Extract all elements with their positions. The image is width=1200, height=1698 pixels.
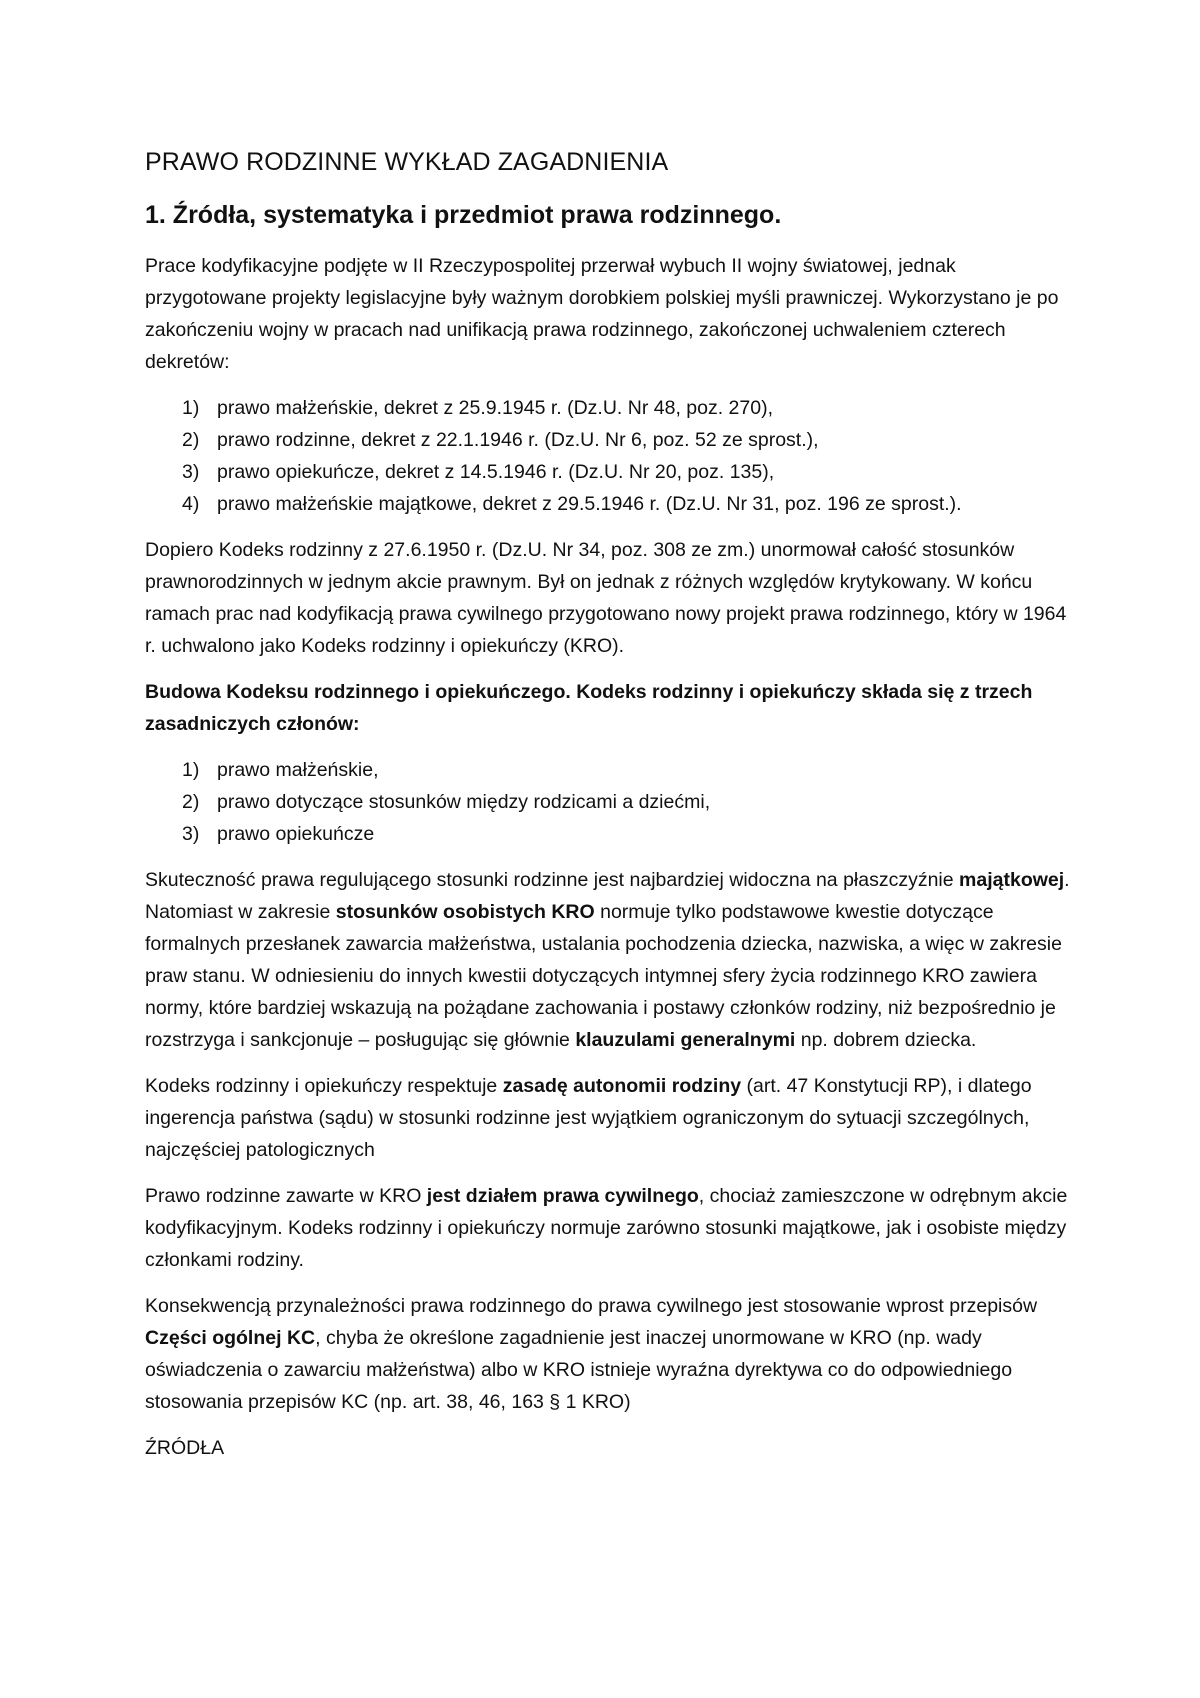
emphasis-text: zasadę autonomii rodziny xyxy=(502,1075,742,1097)
text-run: Skuteczność prawa regulującego stosunki rodzinne jest najbardziej widoczna na płaszczyźnie xyxy=(145,869,960,891)
text-run: normuje tylko podstawowe kwestie dotyczące formalnych przesłanek zawarcia małżeństwa, ustalania pochodzenia dziecka, nazwiska, a więc w zakresie praw stanu. W odniesieniu do innych kwestii dotyczących intymnej sfery życia rodzinnego KRO zawiera normy, które bardziej wskazują na pożądane zachowania i postawy członków rodziny, niż bezpośrednio je rozstrzyga i sankcjonuje – posługując się głównie xyxy=(145,901,1062,1051)
list-number: 3) xyxy=(182,823,200,845)
emphasis-text: Części ogólnej KC xyxy=(145,1327,316,1349)
list-text: prawo opiekuńcze xyxy=(217,823,375,845)
document-title: PRAWO RODZINNE WYKŁAD ZAGADNIENIA xyxy=(145,148,669,176)
paragraph-family-autonomy xyxy=(145,1070,1075,1166)
list-text: prawo rodzinne, dekret z 22.1.1946 r. (Dz.U. Nr 6, poz. 52 ze sprost.), xyxy=(217,429,819,451)
code-members-list xyxy=(145,754,1075,850)
list-item xyxy=(182,818,1075,850)
section-heading: 1. Źródła, systematyka i przedmiot prawa rodzinnego. xyxy=(145,201,782,229)
text-run: Kodeks rodzinny i opiekuńczy respektuje xyxy=(145,1075,503,1097)
text-run: . Natomiast w zakresie xyxy=(145,869,1070,923)
text-run: , chociaż zamieszczone w odrębnym akcie kodyfikacyjnym. Kodeks rodzinny i opiekuńczy normuje zarówno stosunki majątkowe, jak i osobiste między członkami rodziny. xyxy=(145,1185,1068,1271)
text-run: Konsekwencją przynależności prawa rodzinnego do prawa cywilnego jest stosowanie wprost przepisów xyxy=(145,1295,1038,1317)
text-run: , chyba że określone zagadnienie jest inaczej unormowane w KRO (np. wady oświadczenia o zawarciu małżeństwa) albo w KRO istnieje wyraźna dyrektywa co do odpowiedniego stosowania przepisów KC (np. art. 38, 46, 163 § 1 KRO) xyxy=(145,1327,1013,1413)
list-number: 1) xyxy=(182,397,200,419)
paragraph-effectiveness xyxy=(145,864,1075,1056)
list-text: prawo opiekuńcze, dekret z 14.5.1946 r. (Dz.U. Nr 20, poz. 135), xyxy=(217,461,775,483)
decrees-list xyxy=(145,392,1075,520)
paragraph-codification-history: Prace kodyfikacyjne podjęte w II Rzeczypospolitej przerwał wybuch II wojny światowej, jednak przygotowane projekty legislacyjne były ważnym dorobkiem polskiej myśli prawniczej. Wykorzystano je po zakończeniu wojny w pracach nad unifikacją prawa rodzinnego, zakończonej uchwaleniem czterech dekretów: xyxy=(145,255,1059,373)
list-number: 2) xyxy=(182,791,200,813)
emphasis-text: stosunków osobistych KRO xyxy=(335,901,595,923)
paragraph-civil-law-branch xyxy=(145,1180,1075,1276)
paragraph-civil-code-application xyxy=(145,1290,1075,1418)
paragraph-family-code-1950: Dopiero Kodeks rodzinny z 27.6.1950 r. (Dz.U. Nr 34, poz. 308 ze zm.) unormował całość stosunków prawnorodzinnych w jednym akcie prawnym. Był on jednak z różnych względów krytykowany. W końcu ramach prac nad kodyfikacją prawa cywilnego przygotowano nowy projekt prawa rodzinnego, który w 1964 r. uchwalono jako Kodeks rodzinny i opiekuńczy (KRO). xyxy=(145,539,1067,657)
list-text: prawo małżeńskie majątkowe, dekret z 29.5.1946 r. (Dz.U. Nr 31, poz. 196 ze sprost.). xyxy=(217,493,962,515)
list-item xyxy=(182,754,1075,786)
list-item xyxy=(182,456,1075,488)
list-text: prawo małżeńskie, dekret z 25.9.1945 r. (Dz.U. Nr 48, poz. 270), xyxy=(217,397,774,419)
list-item xyxy=(182,424,1075,456)
text-run: (art. 47 Konstytucji RP), i dlatego ingerencja państwa (sądu) w stosunki rodzinne jest wyjątkiem ograniczonym do sytuacji szczególnych, najczęściej patologicznych xyxy=(145,1075,1032,1161)
emphasis-text: jest działem prawa cywilnego xyxy=(426,1185,699,1207)
document-page xyxy=(145,148,1075,1478)
text-run: np. dobrem dziecka. xyxy=(795,1029,977,1051)
sources-heading: ŹRÓDŁA xyxy=(145,1437,225,1459)
emphasis-text: majątkowej xyxy=(959,869,1065,891)
paragraph-code-structure: Budowa Kodeksu rodzinnego i opiekuńczego. Kodeks rodzinny i opiekuńczy składa się z trzech zasadniczych członów: xyxy=(145,681,1033,735)
list-item xyxy=(182,786,1075,818)
list-text: prawo dotyczące stosunków między rodzicami a dziećmi, xyxy=(217,791,711,813)
text-run: Prawo rodzinne zawarte w KRO xyxy=(145,1185,427,1207)
list-number: 1) xyxy=(182,759,200,781)
list-text: prawo małżeńskie, xyxy=(217,759,379,781)
list-number: 3) xyxy=(182,461,200,483)
list-item xyxy=(182,488,1075,520)
list-number: 4) xyxy=(182,493,200,515)
emphasis-text: klauzulami generalnymi xyxy=(575,1029,796,1051)
list-item xyxy=(182,392,1075,424)
list-number: 2) xyxy=(182,429,200,451)
